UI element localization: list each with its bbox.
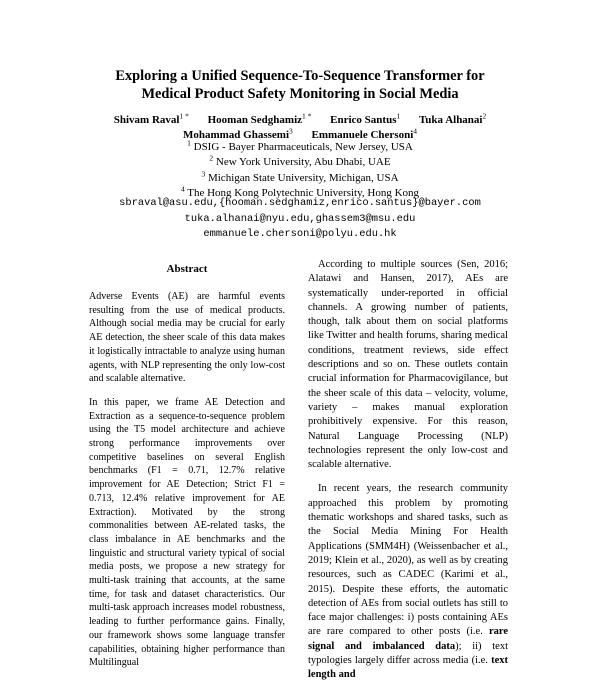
introduction-column — [308, 258, 508, 693]
author-list — [70, 113, 530, 143]
body-paragraph: According to multiple sources (Sen, 2016; Alatawi and Hansen, 2017), AEs are systematically under-reported in official channels. A growing number of patients, though, talk about them on social platforms like Twitter and health forums, sharing medical conditions, treatment reviews, side effect descriptions and so on. These outlets contain crucial information for Pharmacovigilance, but the sheer scale of this data – velocity, volume, variety – makes manual exploration prohibitively expensive. For this reason, Natural Language Processing (NLP) technologies represent the only low-cost and scalable alternative. — [308, 259, 508, 471]
abstract-paragraph: Adverse Events (AE) are harmful events resulting from the use of medical products. Although social media may be crucial for early AE detection, the sheer scale of this data makes it logistically intractable to analyze using human agents, with NLP representing the only low-cost and scalable alternative. — [89, 291, 285, 385]
author: Hooman Sedghamiz$^{1 *}$ — [207, 111, 312, 126]
author: Emmanuele Chersoni$^4$ — [311, 126, 418, 141]
affiliation: $^4$ The Hong Kong Polytechnic University, Hong Kong — [180, 184, 420, 199]
author: Tuka Alhanai$^2$ — [418, 111, 487, 126]
author: Shivam Raval$^{1 *}$ — [113, 111, 189, 126]
paper-title — [60, 67, 540, 103]
abstract-heading: Abstract — [166, 263, 208, 275]
affiliation-list — [70, 140, 530, 201]
title-line-1: Exploring a Unified Sequence-To-Sequence Transformer for — [115, 68, 485, 84]
email-line: tuka.alhanai@nyu.edu,ghassem3@msu.edu — [184, 212, 416, 225]
affiliation: $^2$ New York University, Abu Dhabi, UAE — [209, 153, 391, 169]
email-line: sbraval@asu.edu,{hooman.sedghamiz,enrico.santus}@bayer.com — [119, 197, 481, 209]
body-paragraph: In recent years, the research community approached this problem by promoting thematic workshops and shared tasks, such as the Social Media Mining For Health Applications (SMM4H) (Weissenbacher et al., 2019; Klein et al., 2020), as well as by creating resources, such as CADEC (Karimi et al., 2015). Despite these efforts, the automatic detection of AEs from social outlets has still to face major challenges: i) posts containing AEs are rare compared to other posts (i.e. rare signal and imbalanced data); ii) text typologies largely differ across media (i.e. text length and — [308, 483, 508, 681]
email-line: emmanuele.chersoni@polyu.edu.hk — [203, 228, 397, 240]
affiliation: $^1$ DSIG - Bayer Pharmaceuticals, New Jersey, USA — [187, 138, 413, 153]
abstract-paragraph: In this paper, we frame AE Detection and Extraction as a sequence-to-sequence problem using the T5 model architecture and achieve strong performance improvements over competitive baselines on several English benchmarks (F1 = 0.71, 12.7% relative improvement for AE Detection; Strict F1 = 0.713, 12.4% relative improvement for AE Extraction). Motivated by the strong commonalities between AE-related tasks, the class imbalance in AE benchmarks and the linguistic and structural variety typical of social media posts, we propose a new strategy for multi-task training that accounts, at the same time, for task and dataset characteristics. Our multi-task approach increases model robustness, leading to further performance gains. Finally, our framework shows some language transfer capabilities, obtaining higher performance than Multilingual — [89, 396, 285, 669]
author: Mohammad Ghassemi$^3$ — [182, 126, 293, 141]
title-line-2: Medical Product Safety Monitoring in Social Media — [141, 86, 459, 102]
emphasis: text length and — [308, 655, 508, 681]
emphasis: rare signal and imbalanced data — [308, 626, 508, 652]
email-list — [40, 196, 560, 243]
affiliation: $^3$ Michigan State University, Michigan, USA — [201, 168, 399, 184]
abstract-column — [89, 258, 285, 680]
author: Enrico Santus$^1$ — [330, 111, 401, 126]
